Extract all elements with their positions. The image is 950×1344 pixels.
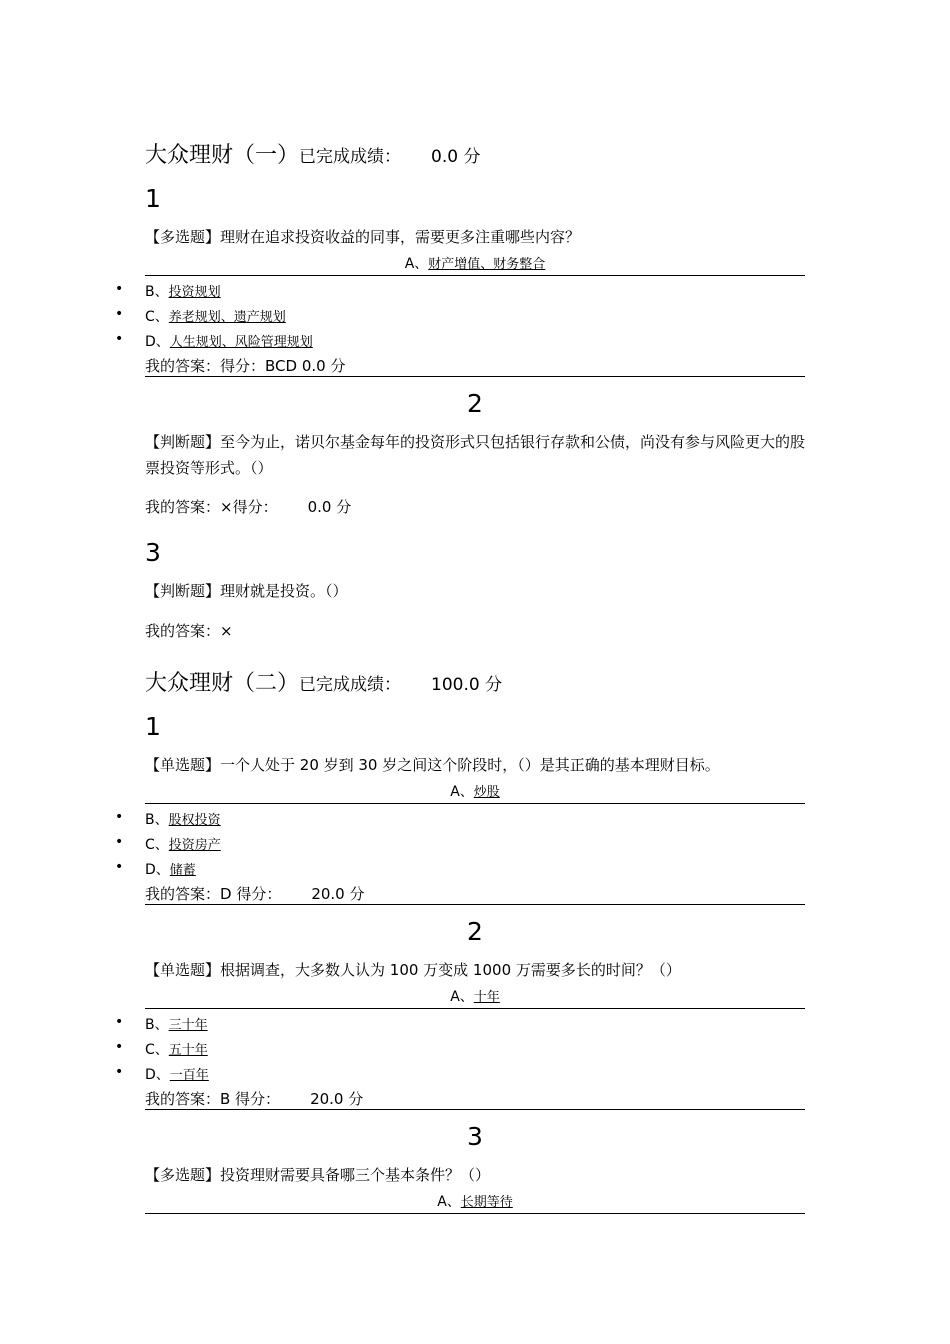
answer-label: 我的答案： bbox=[145, 498, 221, 516]
bullet-icon: • bbox=[115, 809, 124, 825]
wrong-mark-icon: × bbox=[220, 498, 233, 516]
s1-q2-number: 2 bbox=[467, 389, 483, 418]
score-label: 得分： bbox=[232, 498, 278, 516]
option-label: A、 bbox=[450, 784, 474, 800]
s1-q3-answer bbox=[145, 620, 233, 641]
s1-q3-number: 3 bbox=[145, 538, 161, 567]
answer-score: 20.0 分 bbox=[310, 1090, 364, 1108]
s1-q1-answer: 我的答案：得分：BCD 0.0 分 bbox=[145, 357, 346, 375]
s2-q2-option-b[interactable] bbox=[145, 1014, 208, 1034]
option-text[interactable]: 人生规划、风险管理规划 bbox=[169, 335, 313, 350]
wrong-mark-icon: × bbox=[220, 622, 233, 640]
divider bbox=[145, 803, 805, 804]
option-text[interactable]: 投资房产 bbox=[168, 838, 221, 853]
s2-q3-number: 3 bbox=[467, 1122, 483, 1151]
s2-q1-option-a[interactable] bbox=[145, 781, 805, 801]
s2-q1-answer bbox=[145, 883, 365, 904]
answer-label: 我的答案： bbox=[145, 622, 221, 640]
s2-q2-option-c[interactable] bbox=[145, 1039, 208, 1059]
s2-q3-option-a[interactable] bbox=[145, 1191, 805, 1211]
section-2-title-row bbox=[145, 666, 502, 697]
s2-q2-option-d[interactable] bbox=[145, 1064, 209, 1084]
bullet-icon: • bbox=[115, 281, 124, 297]
bullet-icon: • bbox=[115, 1039, 124, 1055]
option-label: A、 bbox=[404, 256, 429, 272]
option-text[interactable]: 十年 bbox=[473, 990, 500, 1005]
option-label: D、 bbox=[145, 334, 170, 350]
option-text[interactable]: 五十年 bbox=[168, 1043, 208, 1058]
answer-label: 我的答案：B 得分： bbox=[145, 1090, 281, 1108]
divider bbox=[145, 1213, 805, 1214]
s2-q1-text: 【单选题】一个人处于 20 岁到 30 岁之间这个阶段时，（）是其正确的基本理财目标。 bbox=[145, 756, 720, 774]
s1-q1-option-a[interactable] bbox=[145, 253, 805, 273]
option-text[interactable]: 炒股 bbox=[473, 785, 500, 800]
option-text[interactable]: 长期等待 bbox=[460, 1195, 513, 1210]
bullet-icon: • bbox=[115, 331, 124, 347]
option-text[interactable]: 一百年 bbox=[169, 1068, 209, 1083]
option-label: A、 bbox=[450, 989, 474, 1005]
s2-q1-option-b[interactable] bbox=[145, 809, 221, 829]
answer-label: 我的答案：D 得分： bbox=[145, 885, 282, 903]
s1-q2-answer bbox=[145, 496, 351, 517]
section-2-done-label: 已完成成绩： bbox=[299, 675, 402, 695]
option-label: C、 bbox=[145, 309, 169, 325]
section-2-title: 大众理财（二） bbox=[145, 671, 300, 696]
option-text[interactable]: 财产增值、财务整合 bbox=[428, 257, 546, 272]
option-text[interactable]: 股权投资 bbox=[168, 813, 221, 828]
s1-q1-option-b[interactable] bbox=[145, 281, 221, 301]
section-1-title: 大众理财（一） bbox=[145, 143, 300, 168]
bullet-icon: • bbox=[115, 834, 124, 850]
option-label: D、 bbox=[145, 862, 170, 878]
bullet-icon: • bbox=[115, 1014, 124, 1030]
s2-q2-option-a[interactable] bbox=[145, 986, 805, 1006]
section-1-score: 0.0 分 bbox=[431, 147, 481, 167]
s2-q1-number: 1 bbox=[145, 712, 161, 741]
option-label: C、 bbox=[145, 837, 169, 853]
answer-score: 20.0 分 bbox=[311, 885, 365, 903]
divider bbox=[145, 1008, 805, 1009]
s1-q1-option-c[interactable] bbox=[145, 306, 286, 326]
option-label: B、 bbox=[145, 1017, 169, 1033]
section-1-title-row bbox=[145, 138, 480, 169]
option-text[interactable]: 投资规划 bbox=[168, 285, 221, 300]
s1-q3-text: 【判断题】理财就是投资。（） bbox=[145, 582, 348, 600]
divider bbox=[145, 275, 805, 276]
s2-q2-answer bbox=[145, 1088, 363, 1109]
s2-q1-option-c[interactable] bbox=[145, 834, 221, 854]
section-1-done-label: 已完成成绩： bbox=[299, 147, 402, 167]
answer-score: 0.0 分 bbox=[307, 498, 352, 516]
option-label: B、 bbox=[145, 812, 169, 828]
s1-q2-text: 【判断题】至今为止，诺贝尔基金每年的投资形式只包括银行存款和公债，尚没有参与风险更大的股票投资等形式。（） bbox=[145, 433, 806, 477]
s1-q1-number: 1 bbox=[145, 184, 161, 213]
option-label: A、 bbox=[437, 1194, 461, 1210]
option-text[interactable]: 三十年 bbox=[168, 1018, 208, 1033]
option-text[interactable]: 养老规划、遗产规划 bbox=[168, 310, 286, 325]
divider bbox=[145, 904, 805, 905]
divider bbox=[145, 1109, 805, 1110]
s1-q1-text: 【多选题】理财在追求投资收益的同事，需要更多注重哪些内容？ bbox=[145, 228, 581, 246]
s2-q2-text: 【单选题】根据调查，大多数人认为 100 万变成 1000 万需要多长的时间？（） bbox=[145, 961, 681, 979]
bullet-icon: • bbox=[115, 1064, 124, 1080]
s1-q1-option-d[interactable] bbox=[145, 331, 313, 351]
divider bbox=[145, 376, 805, 377]
bullet-icon: • bbox=[115, 306, 124, 322]
s2-q2-number: 2 bbox=[467, 917, 483, 946]
section-2-score: 100.0 分 bbox=[431, 675, 503, 695]
s2-q3-text: 【多选题】投资理财需要具备哪三个基本条件？（） bbox=[145, 1166, 491, 1184]
option-label: D、 bbox=[145, 1067, 170, 1083]
option-label: C、 bbox=[145, 1042, 169, 1058]
bullet-icon: • bbox=[115, 859, 124, 875]
s2-q1-option-d[interactable] bbox=[145, 859, 196, 879]
option-text[interactable]: 储蓄 bbox=[169, 863, 196, 878]
option-label: B、 bbox=[145, 284, 169, 300]
